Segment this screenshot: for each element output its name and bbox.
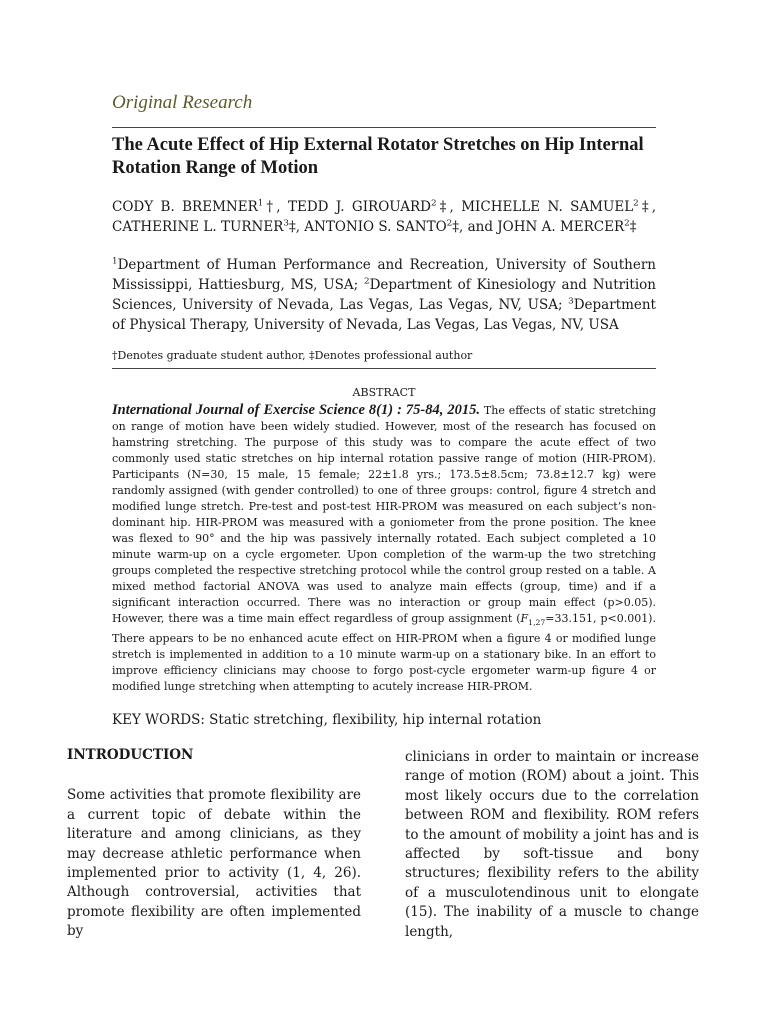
abstract-body: International Journal of Exercise Science 8(1) : 75-84, 2015. The effects of static stretching on range of motion have been widely studied. However, most of the research has focused on hamstring stretching. The purpose of this study was to compare the acute effect of two commonly used static stretches on hip internal rotation passive range of motion (HIR-PROM). Participants (N=30, 15 male, 15 female; 22±1.8 yrs.; 173.5±8.5cm; 73.8±12.7 kg) were randomly assigned (with gender controlled) to one of three groups: control, figure 4 stretch and modified lunge stretch. Pre-test and post-test HIR-PROM was measured on each subject’s non-dominant hip. HIR-PROM was measured with a goniometer from the prone position. The knee was flexed to 90° and the hip was passively internally rotated. Each subject completed a 10 minute warm-up on a cycle ergometer. Upon completion of the warm-up the two stretching groups completed the respective stretching protocol while the control group rested on a table. A mixed method factorial ANOVA was used to analyze main effects (group, time) and if a significant interaction occurred. There was no interaction or group main effect (p>0.05). However, there was a time main effect regardless of group assignment ($F_{1,27}=33.151$, p<0.001). There appears to be no enhanced acute effect on HIR-PROM when a figure 4 or modified lunge stretch is implemented in addition to a 10 minute warm-up on a stationary bike. In an effort to improve efficiency clinicians may choose to forgo post-cycle ergometer warm-up figure 4 or modified lunge stretching when attempting to acutely increase HIR-PROM.: [112, 402, 656, 694]
intro-left-column: [67, 746, 361, 942]
affiliation: Department of Kinesiology and Nutrition Sciences, University of Nevada, Las Vegas, Las Vegas, NV, USA;: [112, 277, 656, 313]
intro-paragraph-continued: clinicians in order to maintain or increase range of motion (ROM) about a joint. This most likely occurs due to the correlation between ROM and flexibility. ROM refers to the amount of mobility a joint has and is affected by soft-tissue and bony structures; flexibility refers to the ability of a musculotendinous unit to elongate (15). The inability of a muscle to change length,: [405, 749, 699, 940]
author: CODY B. BREMNER: [112, 199, 258, 215]
affiliation: Department of Human Performance and Recreation, University of Southern Mississippi, Hattiesburg, MS, USA;: [112, 257, 656, 293]
article-title: The Acute Effect of Hip External Rotator Stretches on Hip Internal Rotation Range of Motion: [112, 135, 644, 178]
author-note: †Denotes graduate student author, ‡Denotes professional author: [112, 349, 473, 362]
intro-paragraph: Some activities that promote flexibility are a current topic of debate within the literature and among clinicians, as they may decrease athletic performance when implemented prior to activity (1, 4, 26). Although controversial, activities that promote flexibility are often implemented by: [67, 787, 361, 940]
keywords: KEY WORDS: Static stretching, flexibility, hip internal rotation: [112, 712, 542, 728]
abstract-heading: ABSTRACT: [352, 386, 416, 399]
author: JOHN A. MERCER: [497, 219, 625, 235]
header-rule: [112, 127, 656, 128]
author: TEDD J. GIROUARD: [287, 199, 431, 215]
abstract-rule: [112, 368, 656, 369]
intro-heading: INTRODUCTION: [67, 747, 194, 763]
author: CATHERINE L. TURNER: [112, 219, 284, 235]
author: MICHELLE N. SAMUEL: [461, 199, 634, 215]
intro-right-column: [405, 748, 699, 942]
section-label: Original Research: [112, 92, 253, 113]
author-list: CODY B. BREMNER$^1$†, TEDD J. GIROUARD$^2$‡, MICHELLE N. SAMUEL$^2$‡, CATHERINE L. TURNER$^3$‡, ANTONIO S. SANTO$^2$‡, and JOHN A. MERCER$^2$‡: [112, 198, 657, 235]
affiliation: Department of Physical Therapy, University of Nevada, Las Vegas, Las Vegas, NV, USA: [112, 297, 656, 333]
affiliations: $^1$Department of Human Performance and Recreation, University of Southern Mississippi, Hattiesburg, MS, USA; $^2$Department of Kinesiology and Nutrition Sciences, University of Nevada, Las Vegas, Las Vegas, NV, USA; $^3$Department of Physical Therapy, University of Nevada, Las Vegas, Las Vegas, NV, USA: [112, 256, 656, 333]
journal-citation: International Journal of Exercise Science 8(1) : 75-84, 2015.: [112, 402, 481, 418]
author: ANTONIO S. SANTO: [304, 219, 447, 235]
